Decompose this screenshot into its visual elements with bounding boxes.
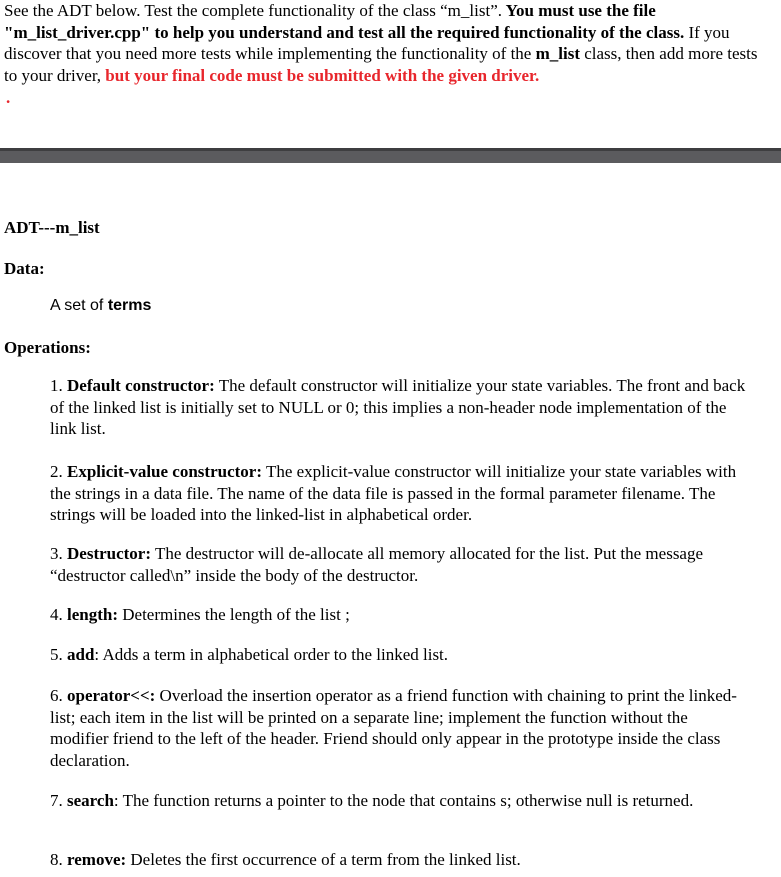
intro-text-3: class, then add more tests to your driver, [4,44,758,85]
operation-name: length: [67,605,118,624]
data-terms: terms [107,297,152,314]
operation-name: Default constructor: [67,376,215,395]
operation-number: 1. [50,376,67,395]
operation-item [50,849,750,871]
operation-number: 4. [50,605,67,624]
operation-item [50,543,750,586]
section-divider-bar [0,148,781,163]
operation-name: Destructor: [67,544,152,563]
operation-description: Deletes the first occurrence of a term from the linked list. [126,850,521,869]
operation-number: 6. [50,686,67,705]
operation-name: remove: [67,850,127,869]
operation-number: 5. [50,645,67,664]
operation-description: : Adds a term in alphabetical order to the linked list. [94,645,449,664]
data-description [50,297,151,315]
data-heading: Data: [4,259,45,278]
operation-number: 8. [50,850,67,869]
operation-item [50,644,750,666]
assignment-intro [4,0,774,86]
operation-number: 2. [50,462,67,481]
operation-item [50,375,750,440]
intro-text-1: See the ADT below. Test the complete functionality of the class “m_list”. [4,1,502,20]
operation-name: search [67,791,114,810]
operation-item [50,604,750,626]
operation-name: operator<<: [67,686,156,705]
operation-description: The explicit-value constructor will initialize your state variables with the strings in a data file. The name of the data file is passed in the formal parameter filename. The strings will be loaded into the linked-list in alphabetical order. [50,462,737,524]
intro-warning: but your final code must be submitted with the given driver. [105,65,540,85]
operation-description: Overload the insertion operator as a friend function with chaining to print the linked-list; each item in the list will be printed on a separate line; implement the function without the modifier friend to the left of the header. Friend should only appear in the prototype inside the class declaration. [50,686,737,770]
operation-item [50,461,750,526]
operation-description: Determines the length of the list ; [118,605,350,624]
operation-name: Explicit-value constructor: [67,462,262,481]
intro-text-2: If you discover that you need more tests while implementing the functionality of the [4,22,730,63]
intro-text-1-bold: You must use the file "m_list_driver.cpp" to help you understand and test all the required functionality of the class. [4,1,685,42]
operation-item [50,685,750,771]
operation-description: : The function returns a pointer to the node that contains s; otherwise null is returned. [113,791,694,810]
adt-title: ADT---m_list [4,218,100,237]
operation-name: add [67,645,95,664]
operation-item [50,790,750,812]
red-bullet: . [6,88,11,107]
operation-description: The destructor will de-allocate all memory allocated for the list. Put the message “destructor called\n” inside the body of the destructor. [50,544,704,585]
intro-class-name: m_list [535,44,580,63]
data-text: A set of [50,297,108,314]
operation-number: 7. [50,791,67,810]
operation-description: The default constructor will initialize your state variables. The front and back of the linked list is initially set to NULL or 0; this implies a non-header node implementation of the link list. [50,376,746,438]
operation-number: 3. [50,544,67,563]
operations-heading: Operations: [4,338,91,357]
